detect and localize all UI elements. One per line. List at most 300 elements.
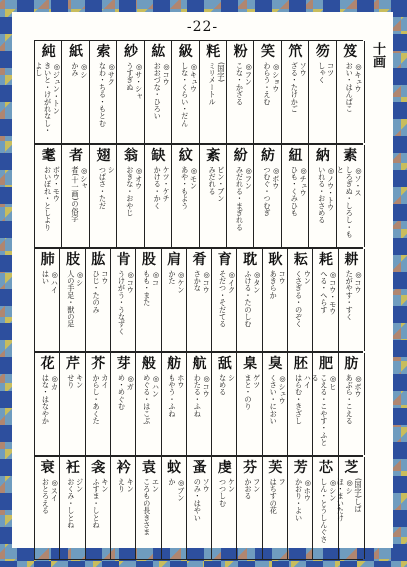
reading-line: ◎コウ — [202, 270, 212, 294]
kanji-readings — [256, 166, 279, 245]
reading-line: からし・あくた — [92, 374, 102, 425]
kanji-readings — [290, 478, 311, 557]
kanji-readings — [147, 62, 170, 141]
reading-line: あきらか — [269, 270, 279, 299]
kanji-readings — [174, 166, 197, 245]
kanji-readings — [37, 374, 58, 453]
reading-line: か — [168, 478, 178, 486]
reading-line: しな・くらい・だん — [180, 62, 190, 127]
reading-line: わらう・えむ — [262, 62, 272, 106]
kanji-character: 紋 — [178, 148, 193, 164]
kanji-character: 翁 — [123, 148, 138, 164]
reading-line: ハイ — [303, 374, 313, 389]
kanji-entry — [236, 353, 262, 455]
kanji-readings — [164, 374, 185, 453]
reading-line: くさい・におい — [269, 374, 279, 425]
reading-line: ◎ノウ・トウ — [326, 166, 336, 211]
kanji-entry — [236, 249, 262, 351]
kanji-entry — [287, 249, 313, 351]
reading-line: ゲツ — [252, 374, 262, 389]
reading-line: コツ — [326, 62, 336, 77]
kanji-readings — [265, 374, 286, 453]
reading-line: ◎フン — [244, 166, 254, 190]
kanji-entry — [336, 41, 365, 143]
kanji-readings — [92, 62, 115, 141]
reading-line: フ — [278, 478, 288, 486]
kanji-entry — [34, 353, 60, 455]
reading-line: おい・はんばこ — [345, 62, 355, 113]
reading-line: シ — [107, 166, 117, 174]
reading-line: まと・のり — [243, 374, 253, 410]
kanji-readings — [315, 478, 336, 557]
stroke-count-heading: 十画 — [370, 42, 385, 68]
reading-line: シ — [227, 374, 237, 382]
kanji-readings — [164, 478, 185, 557]
reading-line: ひじ・たのみ — [92, 270, 102, 314]
reading-line: ◎シ — [75, 270, 85, 287]
kanji-character: 袁 — [141, 460, 156, 476]
kanji-entry — [59, 457, 85, 559]
reading-line: ◎モン — [189, 166, 199, 190]
kanji-readings — [290, 270, 311, 349]
kanji-entry — [116, 145, 144, 247]
kanji-entry — [338, 353, 365, 455]
kanji-readings — [341, 374, 362, 453]
kanji-character: 花 — [40, 356, 55, 372]
kanji-entry — [144, 41, 172, 143]
kanji-readings — [88, 270, 109, 349]
kanji-character: 育 — [217, 252, 232, 268]
kanji-entry — [236, 457, 262, 559]
kanji-entry — [161, 353, 187, 455]
kanji-entry — [312, 249, 338, 351]
reading-line: へる・へらす — [319, 270, 329, 314]
reading-line: かおる — [243, 478, 253, 500]
kanji-character: 肩 — [167, 252, 182, 268]
reading-line: ◎ボウ — [271, 166, 281, 190]
reading-line: もやう・ふね — [168, 374, 178, 418]
kanji-readings — [284, 166, 307, 245]
reading-line: めぐる・はこぶ — [142, 374, 152, 425]
kanji-readings — [214, 374, 235, 453]
kanji-readings — [88, 374, 109, 453]
kanji-entry — [89, 41, 117, 143]
kanji-character: 衾 — [91, 460, 106, 476]
reading-line: ◎サ・シャ — [134, 62, 144, 100]
kanji-readings — [265, 270, 286, 349]
reading-line: フン — [252, 478, 262, 493]
kanji-entry — [281, 145, 309, 247]
kanji-character: 肢 — [65, 252, 80, 268]
kanji-readings — [37, 270, 58, 349]
kanji-character: 衽 — [65, 460, 80, 476]
kanji-character: 純 — [41, 44, 56, 60]
kanji-entry — [338, 457, 365, 559]
reading-line: ◎コウ — [126, 270, 136, 294]
kanji-character: 虔 — [217, 460, 232, 476]
reading-line: ◎ジュン・トン — [52, 62, 62, 115]
kanji-entry — [262, 457, 288, 559]
kanji-character: 紐 — [288, 148, 303, 164]
kanji-entry — [110, 249, 136, 351]
kanji-readings — [64, 62, 87, 141]
reading-line: ◎サク — [107, 62, 117, 86]
kanji-character: 者 — [69, 148, 84, 164]
kanji-entry — [110, 353, 136, 455]
kanji-character: 笊 — [288, 44, 303, 60]
kanji-character: 芙 — [268, 460, 283, 476]
reading-line: ◎ヒ — [328, 374, 338, 391]
kanji-readings — [256, 62, 279, 141]
reading-line: なわ・ちる・もとむ — [98, 62, 108, 127]
reading-line: ふすま・しとね — [92, 478, 102, 529]
kanji-entry — [199, 41, 227, 143]
kanji-readings — [174, 62, 197, 141]
kanji-entry — [171, 145, 199, 247]
reading-line: ケン — [227, 478, 237, 493]
reading-line: おいぼれ・としより — [43, 166, 53, 231]
kanji-character: 舫 — [167, 356, 182, 372]
reading-line: ひも・くみひも — [290, 166, 300, 217]
reading-line: ◎キュウ — [189, 62, 199, 93]
kanji-character: 芥 — [91, 356, 106, 372]
reading-line: はい — [41, 270, 51, 285]
reading-line: キン — [100, 478, 110, 493]
kanji-entry — [171, 41, 199, 143]
reading-line: おくみ・しとね — [66, 478, 76, 529]
kanji-readings — [37, 166, 60, 245]
kanji-character: 級 — [178, 44, 193, 60]
kanji-character: 蚊 — [167, 460, 182, 476]
kanji-character: 芯 — [319, 460, 334, 476]
kanji-entry — [85, 353, 111, 455]
reading-line: うけがう・うなずく — [117, 270, 127, 335]
kanji-entry — [226, 145, 254, 247]
reading-line: ◎ホウ — [303, 478, 313, 502]
reading-line: わたる・ふね — [193, 374, 203, 418]
reading-line: こえる・こやす・ふとる — [311, 374, 329, 446]
reading-line: ソウ — [202, 478, 212, 493]
kanji-character: 耘 — [293, 252, 308, 268]
kanji-character: 舐 — [217, 356, 232, 372]
kanji-entry — [61, 145, 89, 247]
reading-line: 者(十一画)の俗字 — [71, 166, 81, 223]
reading-line: ◎コ — [151, 270, 161, 287]
kanji-character: 芽 — [116, 356, 131, 372]
kanji-entry — [89, 145, 117, 247]
kanji-readings — [147, 166, 170, 245]
kanji-entry — [110, 457, 136, 559]
reading-line: さかな — [193, 270, 203, 292]
reading-line: ◎キュウ — [353, 62, 363, 93]
kanji-character: 耕 — [344, 252, 359, 268]
kanji-readings — [119, 62, 142, 141]
reading-line: かた — [168, 270, 178, 285]
kanji-character: 笏 — [315, 44, 330, 60]
kanji-entry — [161, 457, 187, 559]
kanji-entry — [59, 353, 85, 455]
reading-line: えり — [117, 478, 127, 493]
reading-line: ◎カ — [50, 374, 60, 391]
kanji-character: 股 — [141, 252, 156, 268]
kanji-character: 耗 — [319, 252, 334, 268]
reading-line: はな・はなやか — [41, 374, 51, 425]
reading-line: ◎イク — [227, 270, 237, 294]
reading-line: ◎スイ — [50, 478, 60, 502]
reading-line: なめる — [218, 374, 228, 396]
kanji-readings — [239, 478, 260, 557]
kanji-readings — [64, 166, 87, 245]
reading-line: ◎チュウ — [299, 166, 309, 197]
kanji-readings — [189, 478, 210, 557]
reading-line: そだつ・そだてる — [218, 270, 228, 328]
reading-line: おきな・おやじ — [125, 166, 135, 217]
reading-line: ◎コウ — [202, 374, 212, 398]
kanji-character: 粍 — [206, 44, 221, 60]
kanji-character: 芹 — [65, 356, 80, 372]
kanji-readings — [62, 270, 83, 349]
kanji-readings — [138, 270, 159, 349]
reading-line: つつしむ — [218, 478, 228, 507]
kanji-entry — [262, 249, 288, 351]
kanji-character: 笈 — [343, 44, 358, 60]
kanji-entry — [85, 457, 111, 559]
kanji-readings — [315, 270, 336, 349]
kanji-character: 翅 — [96, 148, 111, 164]
reading-line: かおり・よい — [294, 478, 304, 522]
reading-line: くさぎる・のぞく — [294, 270, 304, 328]
kanji-entry — [312, 457, 338, 559]
reading-line: しゃく — [317, 62, 327, 84]
reading-line: たがやす・すく — [345, 270, 355, 321]
reading-line: ボウ・モウ — [52, 166, 62, 202]
kanji-character: 紘 — [151, 44, 166, 60]
reading-line: ◎シン — [328, 478, 338, 502]
kanji-character: 肴 — [192, 252, 207, 268]
kanji-readings — [311, 166, 334, 245]
kanji-readings — [189, 270, 210, 349]
reading-line: ◎ボウ — [353, 374, 363, 398]
kanji-readings — [339, 62, 362, 141]
page-number: -22- — [186, 19, 219, 35]
kanji-readings — [37, 478, 58, 557]
reading-line: ケツ・ケチ — [162, 166, 172, 202]
kanji-character: 紡 — [261, 148, 276, 164]
kanji-character: 衰 — [40, 460, 55, 476]
kanji-character: 粉 — [233, 44, 248, 60]
kanji-character: 臬 — [243, 356, 258, 372]
kanji-entry — [308, 41, 336, 143]
kanji-readings — [138, 374, 159, 453]
reading-line: ◎ハン — [151, 374, 161, 398]
kanji-readings — [113, 270, 134, 349]
reading-line: みだれる・まぎれる — [235, 166, 245, 231]
entry-row — [34, 352, 363, 456]
reading-line: つむぐ・つむぎ — [262, 166, 272, 217]
kanji-entry — [144, 145, 172, 247]
reading-line: キン — [75, 374, 85, 389]
kanji-readings — [341, 270, 362, 349]
kanji-readings — [62, 478, 83, 557]
kanji-entry — [262, 353, 288, 455]
reading-line: あや・もよう — [180, 166, 190, 210]
reading-line: カイ — [100, 374, 110, 389]
reading-line: みだれる — [208, 166, 218, 195]
reading-line: ソウ — [299, 62, 309, 77]
reading-line: ◎シャ — [79, 166, 89, 190]
reading-line: はちすの花 — [269, 478, 279, 514]
kanji-character: 耽 — [243, 252, 258, 268]
kanji-character: 航 — [192, 356, 207, 372]
kanji-character: 耿 — [268, 252, 283, 268]
entry-row — [34, 40, 363, 144]
reading-line: こな・かざる — [235, 62, 245, 106]
reading-line: ホウ — [176, 374, 186, 389]
entry-row — [34, 248, 363, 352]
reading-line: ◎シ — [345, 478, 355, 495]
kanji-character: 蚤 — [192, 460, 207, 476]
kanji-entry — [199, 145, 227, 247]
kanji-readings — [164, 270, 185, 349]
kanji-entry — [85, 249, 111, 351]
kanji-entry — [253, 145, 281, 247]
kanji-readings — [229, 166, 252, 245]
reading-line: しろぎぬ・しろし・もと — [336, 166, 355, 238]
kanji-readings — [113, 478, 134, 557]
kanji-readings — [119, 166, 142, 245]
reading-line: ◎コウ — [162, 62, 172, 86]
kanji-readings — [284, 62, 307, 141]
reading-line: きいと・けがれなし・よし — [34, 62, 53, 134]
reading-line: うすぎぬ — [125, 62, 135, 91]
reading-line: ◎コウ — [353, 270, 363, 294]
reading-line: エン — [151, 478, 161, 493]
kanji-readings — [229, 62, 252, 141]
kanji-character: 肺 — [40, 252, 55, 268]
entry-row — [34, 456, 363, 560]
kanji-readings — [202, 62, 225, 141]
dictionary-page — [12, 12, 393, 548]
reading-line: もも・また — [142, 270, 152, 306]
kanji-character: 芬 — [243, 460, 258, 476]
reading-line: のみ・はやい — [193, 478, 203, 522]
kanji-readings — [214, 270, 235, 349]
entry-row — [34, 144, 363, 248]
kanji-entry — [186, 457, 212, 559]
reading-line: ジン — [75, 478, 85, 493]
reading-line: ◎ハイ — [50, 270, 60, 294]
kanji-readings — [113, 374, 134, 453]
kanji-entry — [135, 457, 161, 559]
kanji-character: 芳 — [293, 460, 308, 476]
kanji-readings — [214, 478, 235, 557]
reading-line: ◎オウ — [134, 166, 144, 190]
kanji-character: 紛 — [233, 148, 248, 164]
reading-line: コウ — [100, 270, 110, 285]
reading-line: かける・かく — [153, 166, 163, 210]
kanji-entry — [281, 41, 309, 143]
reading-line: ほ・まいたけ — [336, 478, 346, 522]
kanji-character: 衿 — [116, 460, 131, 476]
kanji-readings — [202, 166, 225, 245]
kanji-character: 肥 — [319, 356, 334, 372]
kanji-character: 素 — [343, 148, 358, 164]
kanji-character: 臭 — [268, 356, 283, 372]
kanji-character: 胚 — [293, 356, 308, 372]
reading-line: ミリメートル — [208, 62, 218, 106]
kanji-entry — [211, 249, 237, 351]
kanji-entry — [287, 457, 313, 559]
kanji-character: 納 — [315, 148, 330, 164]
kanji-entry — [34, 249, 60, 351]
reading-line: キン — [126, 478, 136, 493]
kanji-entry — [186, 249, 212, 351]
kanji-entry — [338, 249, 365, 351]
kanji-character: 笑 — [261, 44, 276, 60]
kanji-entry — [211, 457, 237, 559]
reading-line: ビン・ブン — [216, 166, 226, 202]
kanji-character: 缺 — [151, 148, 166, 164]
reading-line: つばさ・ただ — [98, 166, 108, 210]
kanji-readings — [239, 374, 260, 453]
kanji-entry — [59, 249, 85, 351]
reading-line: (国字)しば — [353, 478, 363, 513]
kanji-character: 耄 — [41, 148, 56, 164]
kanji-readings — [34, 62, 62, 141]
kanji-entry — [287, 353, 313, 455]
kanji-entry — [161, 249, 187, 351]
reading-line: コウ — [278, 270, 288, 285]
reading-line: ざる・たけかご — [290, 62, 300, 113]
kanji-entry — [116, 41, 144, 143]
reading-line: いれる・おさめる — [317, 166, 327, 224]
kanji-readings — [336, 478, 363, 557]
reading-line: ふける・たのしむ — [243, 270, 253, 328]
reading-line: ◎コウ・モウ — [328, 270, 338, 315]
reading-line: ころもの長きさま — [142, 478, 152, 536]
kanji-readings — [311, 62, 334, 141]
kanji-entry — [61, 41, 89, 143]
reading-line: かみ — [71, 62, 81, 77]
kanji-entry — [135, 249, 161, 351]
reading-line: おおづな・ひろい — [153, 62, 163, 120]
reading-line: ◎ソ・ス — [353, 166, 363, 197]
kanji-entry — [34, 457, 60, 559]
reading-line: (国字) — [216, 62, 226, 83]
kanji-readings — [138, 478, 159, 557]
reading-line: はらむ・きざし — [294, 374, 304, 425]
kanji-character: 肯 — [116, 252, 131, 268]
kanji-readings — [336, 166, 363, 245]
reading-line: ◎ブン — [176, 478, 186, 502]
reading-line: ◎シ — [79, 62, 89, 79]
kanji-readings — [311, 374, 338, 453]
kanji-readings — [290, 374, 311, 453]
kanji-character: 紊 — [206, 148, 221, 164]
kanji-readings — [88, 478, 109, 557]
kanji-readings — [92, 166, 115, 245]
reading-line: ◎フン — [244, 62, 254, 86]
kanji-character: 索 — [96, 44, 111, 60]
reading-line: しん・とうしんぐさ — [319, 478, 329, 543]
reading-line: ウン — [303, 270, 313, 285]
kanji-entry — [34, 145, 62, 247]
reading-line: せり — [66, 374, 76, 389]
kanji-entry — [34, 41, 62, 143]
reading-line: ◎ケン — [176, 270, 186, 294]
kanji-character: 肪 — [344, 356, 359, 372]
reading-line: ◎シュウ — [278, 374, 288, 405]
